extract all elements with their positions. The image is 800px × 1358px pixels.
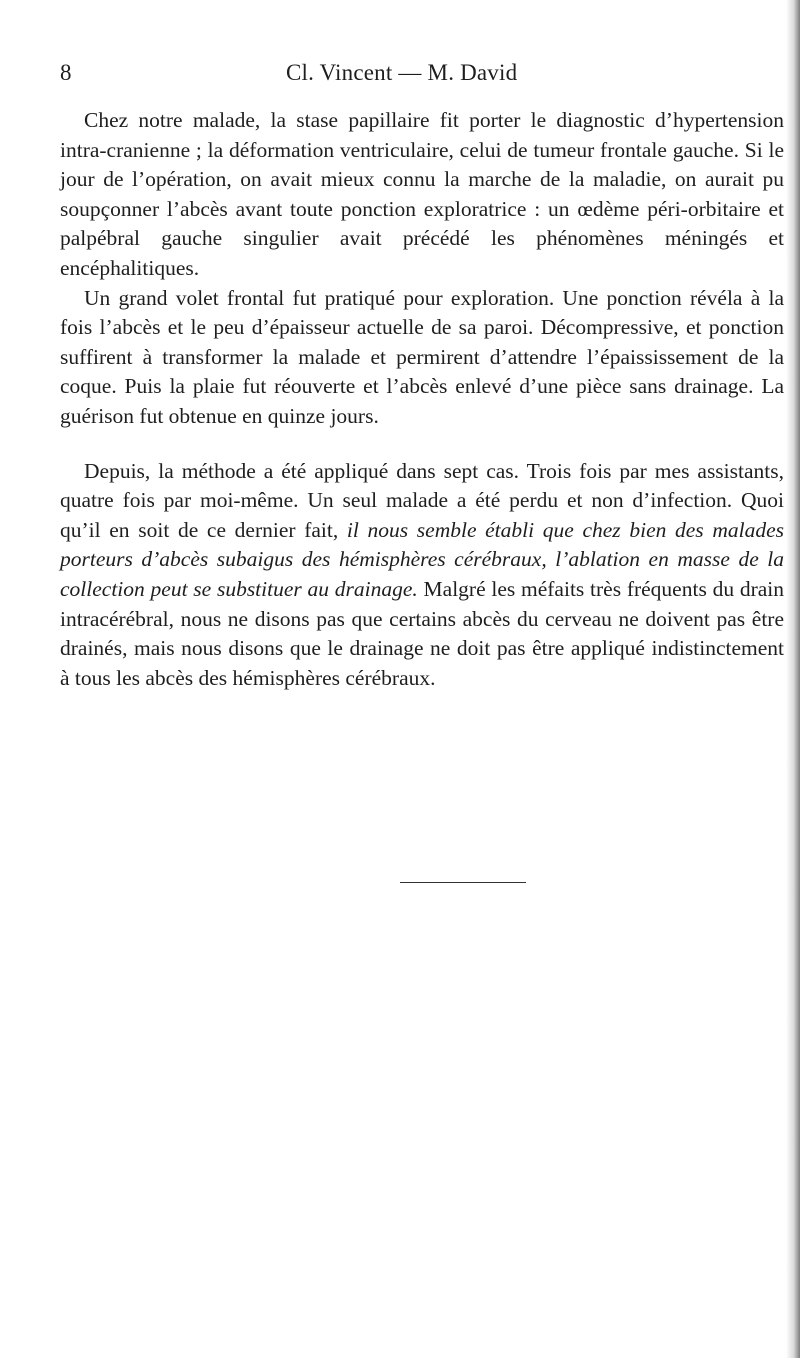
- page-number: 8: [60, 60, 72, 85]
- page-edge-shadow: [786, 0, 800, 1358]
- paragraph-method-results: [60, 457, 784, 694]
- paragraph-method-intro: Depuis, la méthode a été appliqué dans sept cas. Trois fois par mes assistants, quatre fois par moi-même. Un seul malade a été perdu et non d’infection. Quoi qu’il en soit de ce dernier fait,: [60, 458, 784, 542]
- paragraph-method-conclusion-italic: il nous semble établi que chez bien des malades porteurs d’abcès subaigus des hémisphères cérébraux, l’ablation en masse de la collection peut se substituer au drainage.: [60, 517, 785, 601]
- running-title: Cl. Vincent — M. David: [286, 60, 518, 85]
- body-text: [60, 106, 784, 693]
- section-end-rule: [400, 882, 526, 883]
- paragraph-method-closing: Malgré les méfaits très fréquents du drain intracérébral, nous ne disons pas que certains abcès du cerveau ne doivent pas être drainés, mais nous disons que le drainage ne doit pas être appliqué indistinctement à tous les abcès des hémisphères cérébraux.: [60, 576, 784, 690]
- paragraph-case-diagnosis: Chez notre malade, la stase papillaire fit porter le diagnostic d’hypertension intra-cranienne ; la déformation ventriculaire, celui de tumeur frontale gauche. Si le jour de l’opération, on avait mieux connu la marche de la maladie, on aurait pu soupçonner l’abcès avant toute ponction exploratrice : un œdème péri-orbitaire et palpébral gauche singulier avait précédé les phénomènes méningés et encéphalitiques.: [60, 108, 784, 280]
- paragraph-operation: Un grand volet frontal fut pratiqué pour exploration. Une ponction révéla à la fois l’abcès et le peu d’épaisseur actuelle de sa paroi. Décompressive, et ponction suffirent à transformer la malade et permirent d’attendre l’épaississement de la coque. Puis la plaie fut réouverte et l’abcès enlevé d’une pièce sans drainage. La guérison fut obtenue en quinze jours.: [60, 285, 784, 428]
- running-header: [60, 60, 780, 94]
